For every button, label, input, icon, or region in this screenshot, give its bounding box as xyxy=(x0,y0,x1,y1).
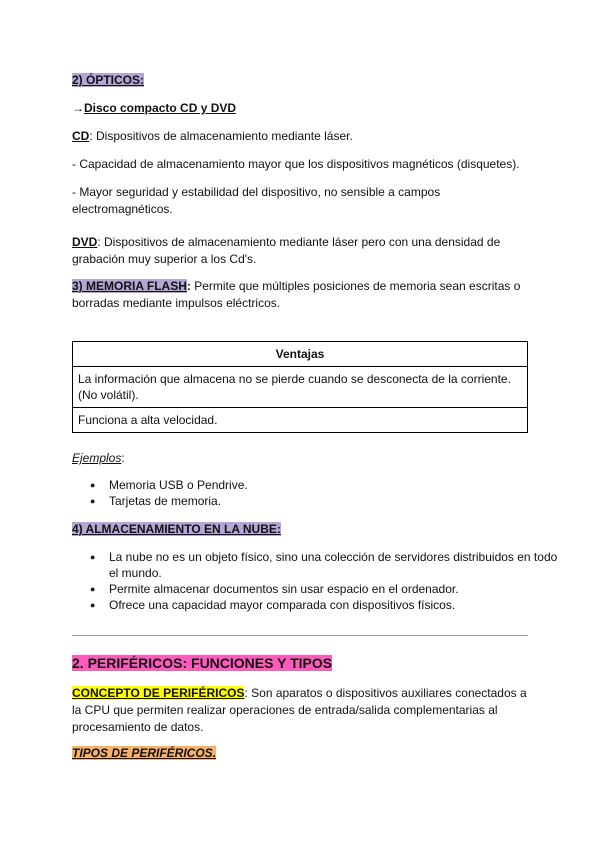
list-item: ● Memoria USB o Pendrive. xyxy=(109,477,565,493)
disco-compacto-line xyxy=(72,100,528,117)
list-item: ● Permite almacenar documentos sin usar espacio en el ordenador. xyxy=(109,581,565,597)
perifericos-heading-line xyxy=(72,655,528,672)
cd-point-2: - Mayor seguridad y estabilidad del dispositivo, no sensible a campos electromagnéticos. xyxy=(72,185,441,216)
list-item: ● Ofrece una capacidad mayor comparada con dispositivos físicos. xyxy=(109,597,565,613)
opticos-heading-line xyxy=(72,72,528,89)
cd-definition xyxy=(72,128,528,145)
ejemplos-label: Ejemplos xyxy=(72,451,122,465)
dvd-definition xyxy=(72,234,528,268)
table-row xyxy=(73,367,528,408)
opticos-heading: 2) ÓPTICOS: xyxy=(72,73,145,87)
nube-heading-line xyxy=(72,521,528,538)
ventajas-header: Ventajas xyxy=(73,342,528,367)
memoria-flash-paragraph xyxy=(72,278,528,312)
cd-point-1: - Capacidad de almacenamiento mayor que los dispositivos magnéticos (disquetes). xyxy=(72,157,520,171)
tipos-label: TIPOS DE PERIFÉRICOS. xyxy=(72,746,217,760)
memoria-flash-colon: : xyxy=(186,279,191,293)
ventajas-table xyxy=(72,341,528,433)
list-item: ● Tarjetas de memoria. xyxy=(109,493,565,509)
dvd-label: DVD xyxy=(72,235,98,249)
concepto-text: : Son aparatos o dispositivos auxiliares conectados a la CPU que permiten realizar operaciones de entrada/salida complementarias al procesamiento de datos. xyxy=(72,686,527,734)
list-item: ● La nube no es un objeto físico, sino una colección de servidores distribuidos en todo el mundo. xyxy=(109,549,565,581)
ejemplos-line xyxy=(72,450,528,467)
memoria-flash-heading: 3) MEMORIA FLASH xyxy=(72,279,187,293)
cd-label: CD xyxy=(72,129,90,143)
perifericos-heading: 2. PERIFÉRICOS: FUNCIONES Y TIPOS xyxy=(72,655,333,671)
arrow-icon: → xyxy=(72,101,84,115)
cd-text: : Dispositivos de almacenamiento mediante láser. xyxy=(89,129,353,143)
ventaja-cell-2: Funciona a alta velocidad. xyxy=(73,408,528,433)
table-header-row xyxy=(73,342,528,367)
ejemplos-list xyxy=(72,477,565,509)
ejemplos-colon: : xyxy=(121,451,125,465)
concepto-paragraph xyxy=(72,685,528,736)
memoria-flash-text: Permite que múltiples posiciones de memoria sean escritas o borradas mediante impulsos eléctricos. xyxy=(72,279,521,310)
ventaja-cell-1: La información que almacena no se pierde cuando se desconecta de la corriente. (No volátil). xyxy=(73,367,528,408)
tipos-line xyxy=(72,745,528,762)
dvd-text: : Dispositivos de almacenamiento mediante láser pero con una densidad de grabación muy superior a los Cd's. xyxy=(72,235,501,266)
disco-compacto-subheading: Disco compacto CD y DVD xyxy=(84,101,237,115)
nube-heading: 4) ALMACENAMIENTO EN LA NUBE: xyxy=(72,522,281,536)
table-row xyxy=(73,408,528,433)
section-divider xyxy=(72,635,528,636)
concepto-label: CONCEPTO DE PERIFÉRICOS xyxy=(72,686,245,700)
nube-list xyxy=(72,549,565,613)
